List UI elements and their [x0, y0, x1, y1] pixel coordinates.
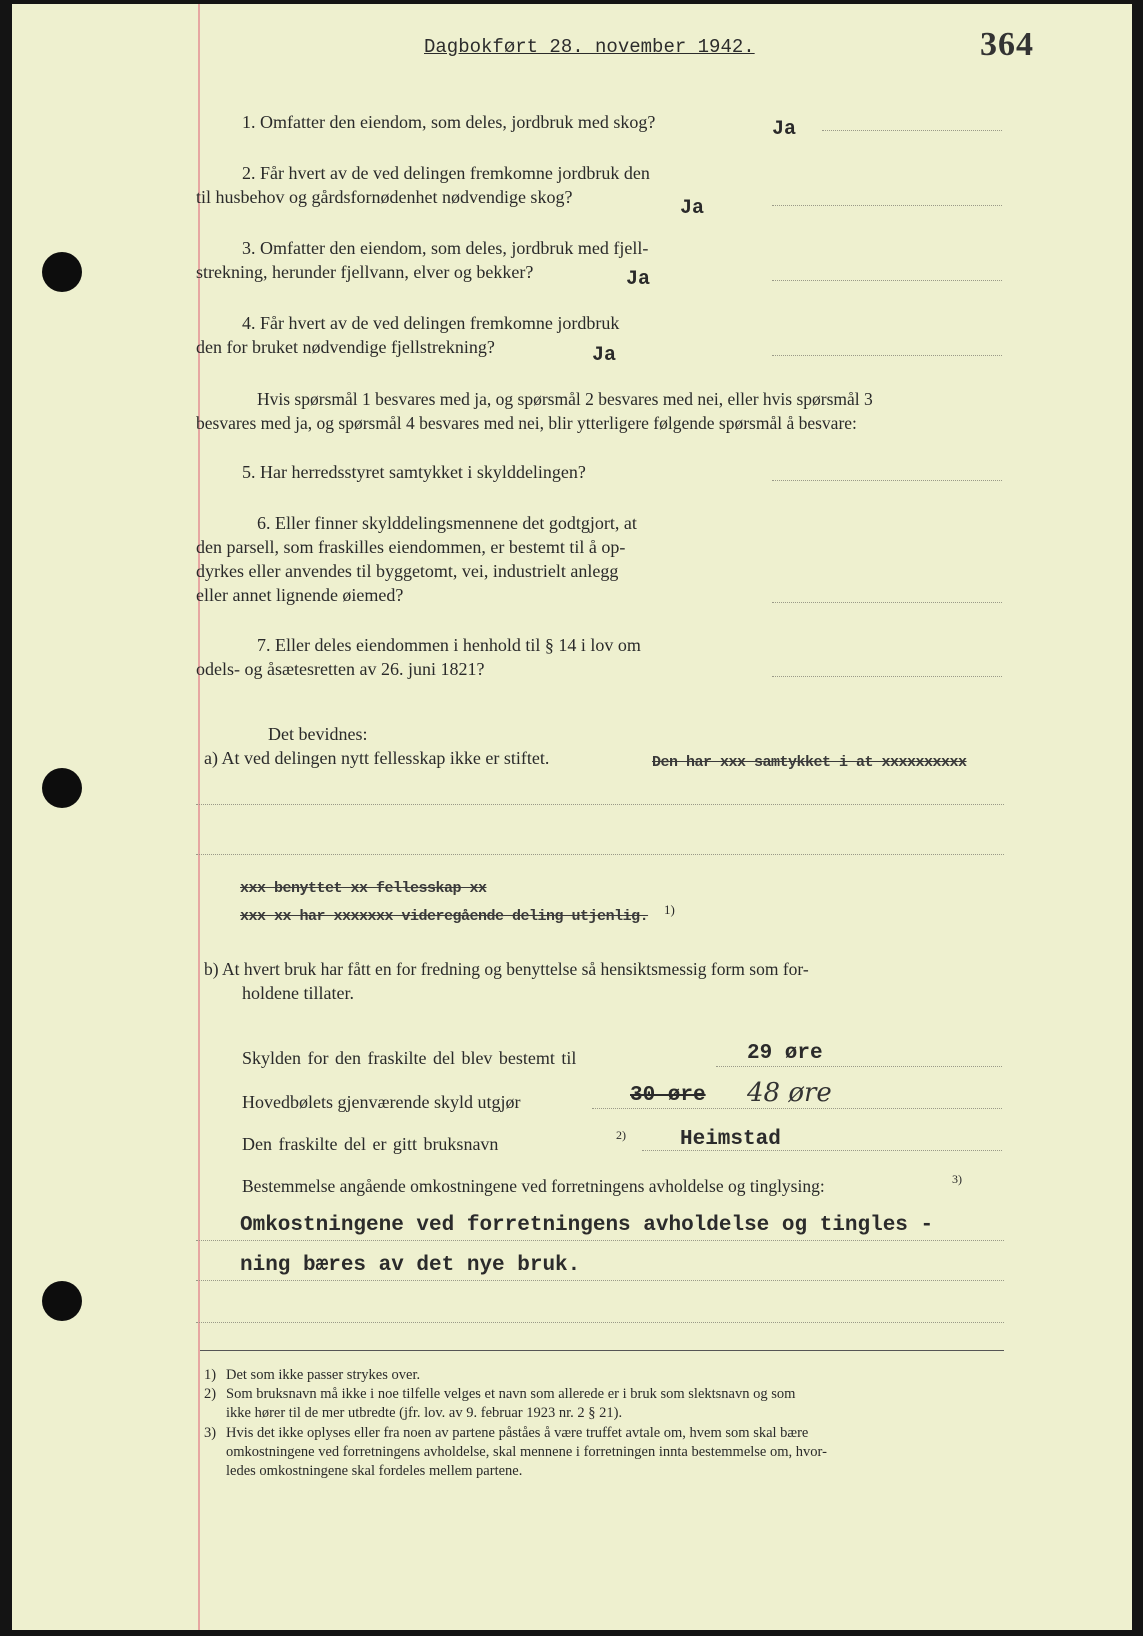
question-6-line2: den parsell, som fraskilles eiendommen, er bestemt til å op-	[196, 537, 626, 557]
dotted-line	[772, 676, 1002, 677]
bruksnavn-label: Den fraskilte del er gitt bruksnavn	[242, 1134, 499, 1154]
dotted-line	[196, 854, 1004, 855]
footnote-3-line1: Hvis det ikke oplyses eller fra noen av partene påståes å være truffet avtale om, hvem som skal bære	[226, 1425, 809, 1441]
dotted-line	[772, 205, 1002, 206]
document-page	[12, 4, 1132, 1630]
question-7-line1: 7. Eller deles eiendommen i henhold til § 14 i lov om	[257, 635, 641, 655]
hovedbol-label: Hovedbølets gjenværende skyld utgjør	[242, 1092, 521, 1112]
omkostning-line1: Omkostningene ved forretningens avholdelse og tingles -	[240, 1214, 934, 1237]
certification-a: a) At ved delingen nytt fellesskap ikke er stiftet.	[204, 748, 550, 768]
footnote-1: Det som ikke passer strykes over.	[226, 1367, 421, 1383]
question-2-line1: 2. Får hvert av de ved delingen fremkomne jordbruk den	[242, 163, 650, 183]
struck-text-line1: xxx benyttet xx fellesskap xx	[240, 880, 487, 897]
question-3-line1: 3. Omfatter den eiendom, som deles, jordbruk med fjell-	[242, 238, 649, 258]
question-1: 1. Omfatter den eiendom, som deles, jordbruk med skog?	[242, 112, 656, 132]
footnote-3-line3: ledes omkostningene skal fordeles mellem partene.	[226, 1463, 523, 1479]
question-4-line1: 4. Får hvert av de ved delingen fremkomne jordbruk	[242, 313, 620, 333]
struck-text-line2: xxx xx har xxxxxxx videregående deling utjenlig.	[240, 908, 649, 925]
margin-line	[198, 4, 200, 1630]
footnote-1-mark: 1)	[204, 1367, 217, 1383]
question-6-line4: eller annet lignende øiemed?	[196, 585, 404, 605]
certification-b-line1: b) At hvert bruk har fått en for fredning og benyttelse så hensiktsmessig form som for-	[204, 959, 809, 979]
question-6-line1: 6. Eller finner skylddelingsmennene det godtgjort, at	[257, 513, 637, 533]
omkostning-label: Bestemmelse angående omkostningene ved forretningens avholdelse og tinglysing:	[242, 1176, 825, 1196]
question-6-line3: dyrkes eller anvendes til byggetomt, vei, industrielt anlegg	[196, 561, 619, 581]
punch-hole-bottom	[42, 1281, 82, 1321]
hovedbol-handwritten-value: 48 øre	[747, 1078, 832, 1108]
dotted-line	[772, 280, 1002, 281]
dotted-line	[772, 480, 1002, 481]
instruction-line1: Hvis spørsmål 1 besvares med ja, og spørsmål 2 besvares med nei, eller hvis spørsmål 3	[257, 389, 873, 409]
dotted-line	[196, 1322, 1004, 1323]
footnote-3-line2: omkostningene ved forretningens avholdelse, skal mennene i forretningen innta bestemmelse om, hvor-	[226, 1444, 827, 1460]
bruksnavn-value: Heimstad	[680, 1128, 781, 1151]
dotted-line	[822, 130, 1002, 131]
dotted-line	[196, 804, 1004, 805]
skyld-label: Skylden for den fraskilte del blev bestemt til	[242, 1048, 577, 1068]
dotted-line	[196, 1280, 1004, 1281]
question-7-line2: odels- og åsætesretten av 26. juni 1821?	[196, 659, 485, 679]
omkostning-ref: 3)	[952, 1172, 962, 1186]
footnote-ref-1: 1)	[664, 902, 675, 917]
instruction-line2: besvares med ja, og spørsmål 4 besvares med nei, blir ytterligere følgende spørsmål å besvare:	[196, 413, 857, 433]
page-number: 364	[980, 26, 1034, 63]
dotted-line	[592, 1108, 1002, 1109]
footnote-rule	[200, 1350, 1004, 1351]
footnote-2-mark: 2)	[204, 1386, 217, 1402]
footnote-2-line1: Som bruksnavn må ikke i noe tilfelle velges et navn som allerede er i bruk som slektsnavn og som	[226, 1386, 796, 1402]
punch-hole-top	[42, 252, 82, 292]
dotted-line	[716, 1066, 1002, 1067]
header-title: Dagbokført 28. november 1942.	[424, 36, 755, 58]
bruksnavn-ref: 2)	[616, 1128, 626, 1142]
footnote-2-line2: ikke hører til de mer utbredte (jfr. lov. av 9. februar 1923 nr. 2 § 21).	[226, 1405, 623, 1421]
certification-heading: Det bevidnes:	[268, 724, 368, 744]
dotted-line	[772, 602, 1002, 603]
question-2-line2: til husbehov og gårdsfornødenhet nødvendige skog?	[196, 187, 573, 207]
question-5: 5. Har herredsstyret samtykket i skylddelingen?	[242, 462, 586, 482]
answer-3: Ja	[626, 268, 651, 291]
omkostning-line2: ning bæres av det nye bruk.	[240, 1254, 581, 1277]
certification-b-line2: holdene tillater.	[242, 983, 354, 1003]
footnote-3-mark: 3)	[204, 1425, 217, 1441]
dotted-line	[772, 355, 1002, 356]
struck-text-a: Den har xxx samtykket i at xxxxxxxxxx	[652, 754, 967, 771]
answer-2: Ja	[680, 197, 705, 220]
question-4-line2: den for bruket nødvendige fjellstrekning?	[196, 337, 495, 357]
hovedbol-struck-value: 30 øre	[630, 1084, 706, 1107]
skyld-value: 29 øre	[747, 1042, 823, 1065]
question-3-line2: strekning, herunder fjellvann, elver og bekker?	[196, 262, 534, 282]
answer-4: Ja	[592, 344, 617, 367]
answer-1: Ja	[772, 118, 797, 141]
punch-hole-middle	[42, 768, 82, 808]
dotted-line	[196, 1240, 1004, 1241]
